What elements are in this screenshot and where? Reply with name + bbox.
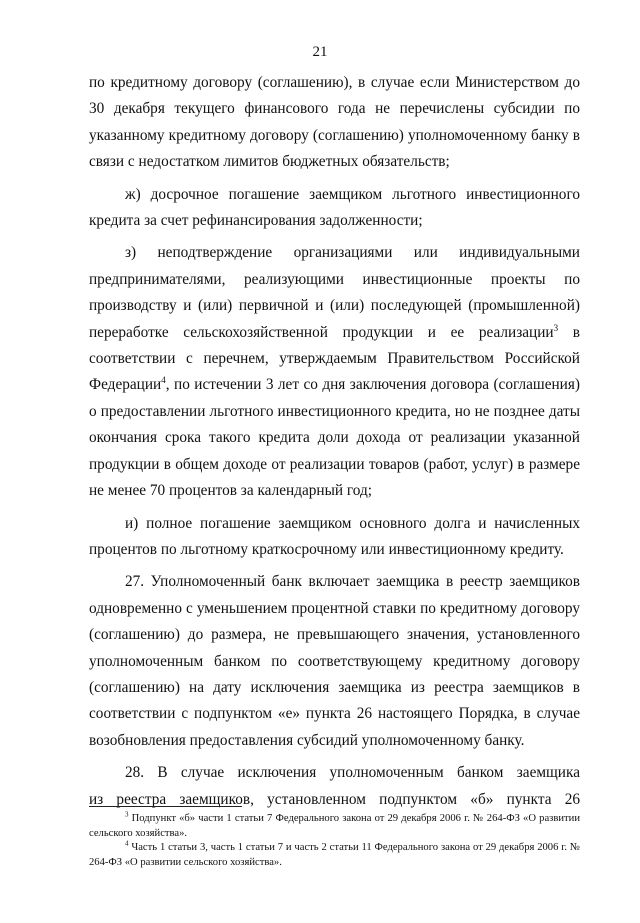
subitem-z-text-part2: в соответствии с перечнем, утверждаемым Правительством Российской Федерации xyxy=(89,323,580,394)
footnote-separator xyxy=(89,806,242,807)
point-27-paragraph: 27. Уполномоченный банк включает заемщика в реестр заемщиков одновременно с уменьшением процентной ставки по кредитному договору (соглашению) до размера, не превышающего значения, установленного уполномоченным банком по соответствующему кредитному договору (соглашению) на дату исключения заемщика из реестра заемщиков в соответствии с подпунктом «е» пункта 26 настоящего Порядка, в случае возобновления предоставления субсидий уполномоченному банку. xyxy=(89,573,580,749)
footnote-3-mark: 3 xyxy=(125,810,129,819)
document-body xyxy=(89,70,580,813)
subitem-zh-paragraph: ж) досрочное погашение заемщиком льготного инвестиционного кредита за счет рефинансирования задолженности; xyxy=(89,185,580,230)
footnote-4-text: Часть 1 статьи 3, часть 1 статьи 7 и часть 2 статьи 11 Федерального закона от 29 декабря 2006 г. № 264-ФЗ «О развитии сельского хозяйства». xyxy=(89,842,580,868)
footnote-ref-3: 3 xyxy=(553,322,559,333)
subitem-i-paragraph: и) полное погашение заемщиком основного долга и начисленных процентов по льготному краткосрочному или инвестиционному кредиту. xyxy=(89,514,580,558)
page-number: 21 xyxy=(312,44,328,60)
footnote-ref-4: 4 xyxy=(161,375,166,386)
subitem-z-text-part1: з) неподтверждение организациями или индивидуальными предпринимателями, реализующими инвестиционные проекты по производству и (или) первичной и (или) последующей (промышленной) переработке сельскохозяйственной продукции и ее реализации xyxy=(89,244,580,341)
footnote-3 xyxy=(89,812,580,841)
footnote-3-text: Подпункт «б» части 1 статьи 7 Федерального закона от 29 декабря 2006 г. № 264-ФЗ «О развитии сельского хозяйства». xyxy=(89,813,580,839)
point-28-line-1: 28. В случае исключения уполномоченным банком заемщика xyxy=(125,764,580,782)
footnotes xyxy=(89,812,580,870)
subitem-z-text-part3: , по истечении 3 лет со дня заключения договора (соглашения) о предоставлении льготного инвестиционного кредита, но не позднее даты окончания срока такого кредита доли дохода от реализации указанной продукции в общем доходе от реализации товаров (работ, услуг) в размере не менее 70 процентов за календарный год; xyxy=(89,376,580,500)
point-28-line-2: из реестра заемщиков, установленном подпунктом «б» пункта 26 xyxy=(89,790,580,808)
subitem-z-paragraph xyxy=(89,240,580,504)
continuation-paragraph: по кредитному договору (соглашению), в случае если Министерством до 30 декабря текущего финансового года не перечислены субсидии по указанному кредитному договору (соглашению) уполномоченному банку в связи с недостатком лимитов бюджетных обязательств; xyxy=(89,74,580,171)
footnote-4-mark: 4 xyxy=(125,839,129,848)
footnote-4 xyxy=(89,841,580,870)
